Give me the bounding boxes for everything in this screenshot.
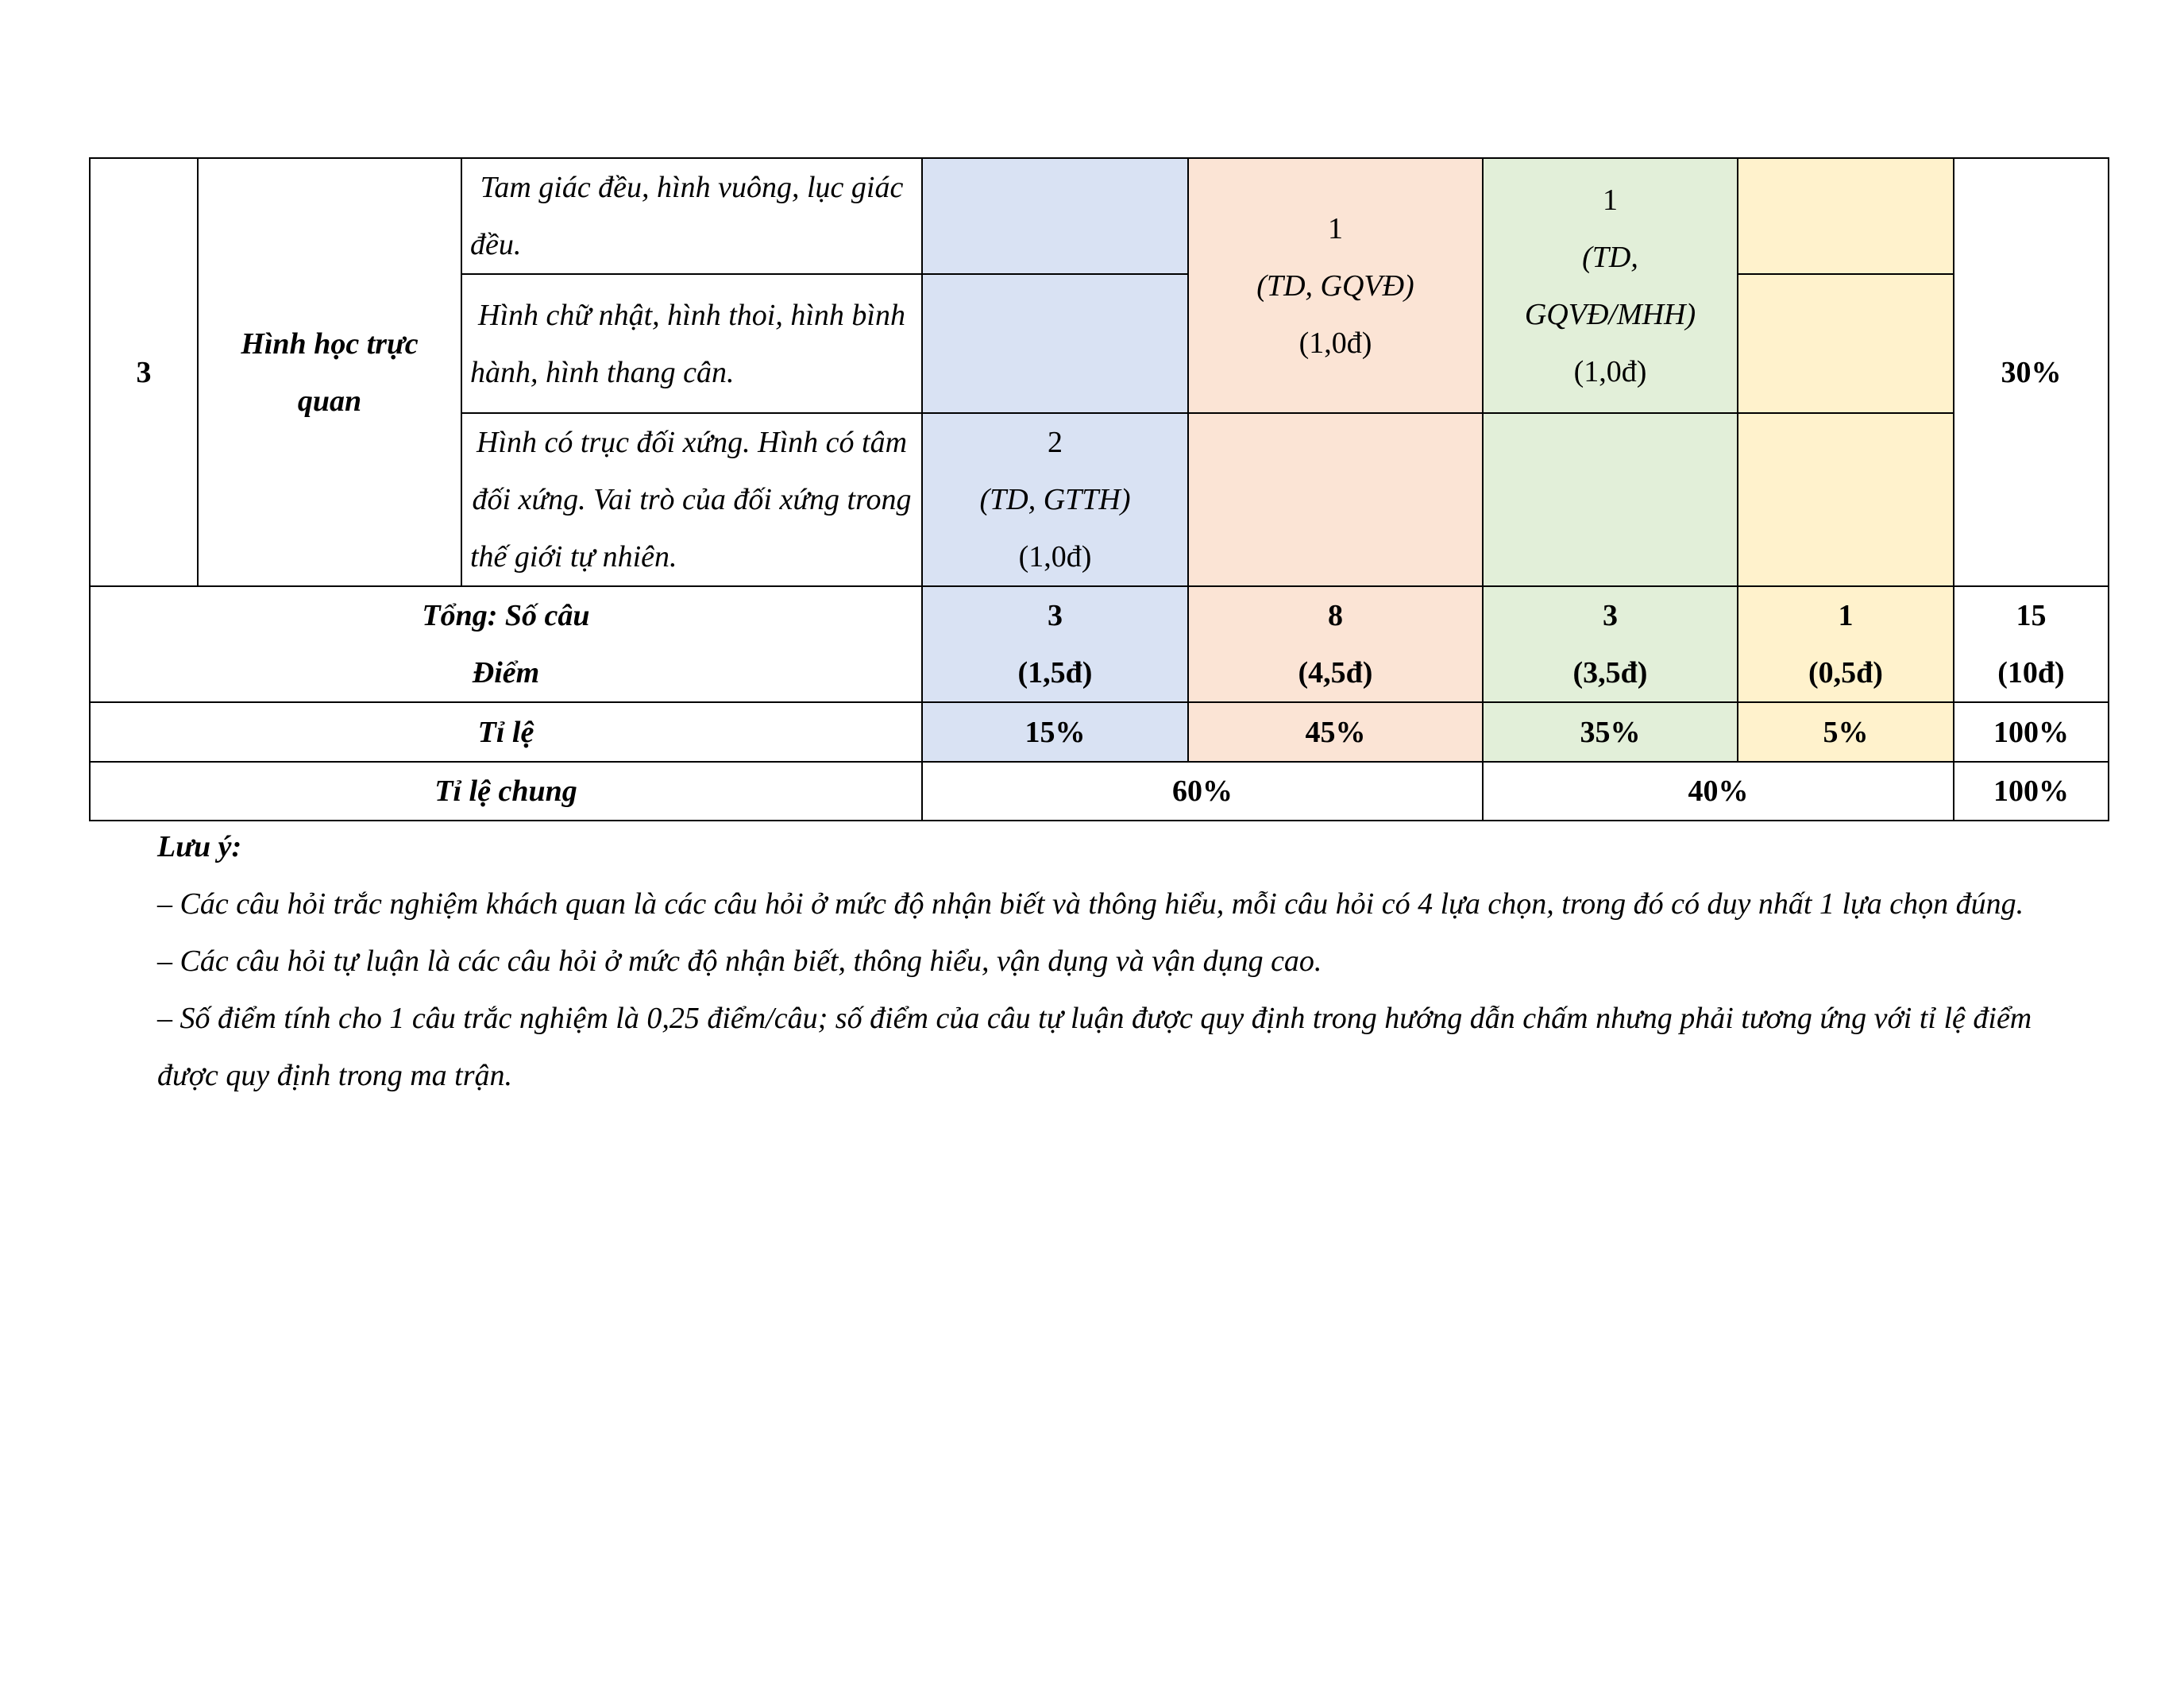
ratio-total: 100%: [1954, 702, 2109, 762]
ratio-recognition: 15%: [922, 702, 1188, 762]
notes-section: [157, 818, 2047, 1104]
high-application-cell-3: [1738, 413, 1954, 586]
total-points: (3,5đ): [1572, 656, 1648, 689]
recognition-cell-2: [922, 274, 1188, 413]
content-item-3: Hình có trục đối xứng. Hình có tâm đối xứng. Vai trò của đối xứng trong thế giới tự nhiên.: [461, 413, 922, 586]
comprehension-points: (1,0đ): [1298, 326, 1372, 360]
total-count: 1: [1838, 599, 1854, 632]
total-application: [1483, 586, 1738, 702]
application-count: 1: [1603, 183, 1618, 217]
overall-ratio-total: 100%: [1954, 762, 2109, 821]
recognition-skills: (TD, GTTH): [979, 483, 1131, 516]
total-label: [90, 586, 922, 702]
overall-ratio-row: [90, 762, 2109, 821]
total-points: (1,5đ): [1017, 656, 1093, 689]
ratio-high-application: 5%: [1738, 702, 1954, 762]
ratio-comprehension: 45%: [1188, 702, 1483, 762]
assessment-matrix-table: [89, 157, 2109, 821]
topic-percent: 30%: [1954, 158, 2109, 586]
total-high-application: [1738, 586, 1954, 702]
recognition-cell-3: [922, 413, 1188, 586]
content-item-1: Tam giác đều, hình vuông, lục giác đều.: [461, 158, 922, 274]
note-item: – Số điểm tính cho 1 câu trắc nghiệm là 0,25 điểm/câu; số điểm của câu tự luận được quy định trong hướng dẫn chấm nhưng phải tương ứng với tỉ lệ điểm được quy định trong ma trận.: [157, 1002, 2032, 1092]
comprehension-count: 1: [1328, 211, 1343, 245]
overall-ratio-label: Tỉ lệ chung: [90, 762, 922, 821]
recognition-count: 2: [1048, 426, 1063, 459]
comprehension-skills: (TD, GQVĐ): [1256, 268, 1414, 303]
recognition-cell-1: [922, 158, 1188, 274]
application-points: (1,0đ): [1573, 354, 1647, 388]
total-label-line1: Tổng: Số câu: [422, 599, 590, 632]
note-item: – Các câu hỏi trắc nghiệm khách quan là các câu hỏi ở mức độ nhận biết và thông hiểu, mỗi câu hỏi có 4 lựa chọn, trong đó có duy nhất 1 lựa chọn đúng.: [157, 887, 2024, 921]
application-cell: [1483, 158, 1738, 413]
total-overall: [1954, 586, 2109, 702]
ratio-label: Tỉ lệ: [90, 702, 922, 762]
ratio-application: 35%: [1483, 702, 1738, 762]
ratio-row: [90, 702, 2109, 762]
overall-ratio-group-2: 40%: [1483, 762, 1954, 821]
note-item: – Các câu hỏi tự luận là các câu hỏi ở mức độ nhận biết, thông hiểu, vận dụng và vận dụng cao.: [157, 944, 1322, 978]
total-points: (4,5đ): [1298, 656, 1373, 689]
comprehension-cell: [1188, 158, 1483, 413]
content-item-2: Hình chữ nhật, hình thoi, hình bình hành, hình thang cân.: [461, 274, 922, 413]
recognition-points: (1,0đ): [1018, 540, 1092, 574]
application-cell-3: [1483, 413, 1738, 586]
total-row: [90, 586, 2109, 702]
total-points: (0,5đ): [1808, 656, 1883, 689]
application-skills-line1: (TD,: [1582, 240, 1638, 274]
total-comprehension: [1188, 586, 1483, 702]
total-count: 3: [1048, 599, 1063, 632]
table-row: [90, 158, 2109, 274]
total-label-line2: Điểm: [472, 656, 540, 689]
total-points: (10đ): [1997, 656, 2065, 689]
overall-ratio-group-1: 60%: [922, 762, 1483, 821]
comprehension-cell-3: [1188, 413, 1483, 586]
topic-number: 3: [90, 158, 198, 586]
total-count: 8: [1328, 599, 1343, 632]
total-count: 15: [2016, 599, 2047, 632]
high-application-cell-1: [1738, 158, 1954, 274]
total-count: 3: [1603, 599, 1618, 632]
high-application-cell-2: [1738, 274, 1954, 413]
topic-name: Hình học trực quan: [198, 158, 461, 586]
application-skills-line2: GQVĐ/MHH): [1524, 297, 1696, 331]
notes-title: Lưu ý:: [157, 830, 242, 863]
total-recognition: [922, 586, 1188, 702]
